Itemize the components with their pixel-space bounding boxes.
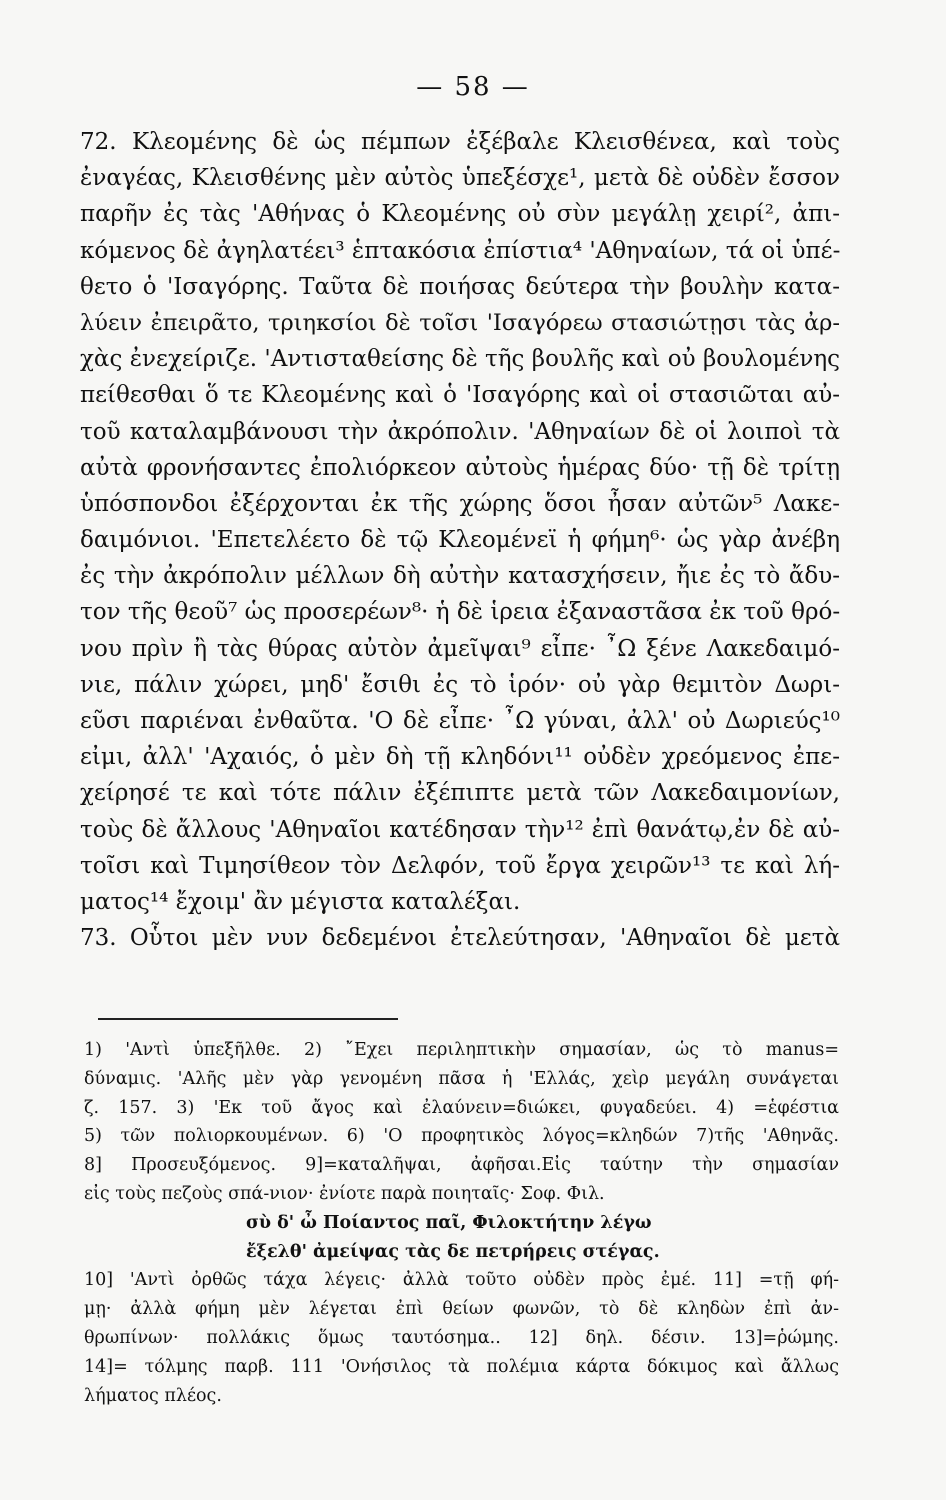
footnote-line: 8] Προσευξόμενος. 9]=καταλῆψαι, ἀφῆσαι.Εἰς ταύτην τὴν σημασίαν	[84, 1155, 839, 1176]
footnote-line: δύναμις. 'Αλῆς μὲν γὰρ γενομένη πᾶσα ἡ 'Ελλάς, χεὶρ μεγάλη συνάγεται	[84, 1068, 839, 1089]
text-line: τον τῆς θεοῦ⁷ ὡς προσερέων⁸· ἡ δὲ ἱρεια ἐξαναστᾶσα ἐκ τοῦ θρό-	[80, 599, 841, 626]
footnote-line: 1) 'Αντὶ ὑπεξῆλθε. 2) ῎Εχει περιληπτικὴν σημασίαν, ὡς τὸ manus=	[84, 1040, 839, 1060]
text-line: εῦσι παριέναι ἐνθαῦτα. 'Ο δὲ εἶπε· ῏Ω γύναι, ἀλλ' οὐ Δωριεύς¹⁰	[80, 708, 840, 734]
text-line: χὰς ἐνεχείριζε. 'Αντισταθείσης δὲ τῆς βουλῆς καὶ οὐ βουλομένης	[80, 346, 840, 373]
page-number: — 58 —	[416, 72, 530, 102]
text-line: 73. Οὗτοι μὲν νυν δεδεμένοι ἐτελεύτησαν, 'Αθηναῖοι δὲ μετὰ	[80, 925, 840, 952]
text-line: 72. Κλεομένης δὲ ὡς πέμπων ἐξέβαλε Κλεισθένεα, καὶ τοὺς	[80, 129, 840, 155]
text-line: δαιμόνιοι. 'Επετελέετο δὲ τῷ Κλεομένεϊ ἡ φήμη⁶· ὡς γὰρ ἀνέβη	[80, 527, 840, 554]
text-line: χείρησέ τε καὶ τότε πάλιν ἐξέπιπτε μετὰ τῶν Λακεδαιμονίων,	[80, 780, 840, 807]
text-line: νου πρὶν ἢ τὰς θύρας αὐτὸν ἀμεῖψαι⁹ εἶπε· ῏Ω ξένε Λακεδαιμό-	[80, 635, 840, 662]
verse-quote-line: ἔξελθ' ἀμείψας τὰς δε πετρήρεις στέγας.	[246, 1241, 660, 1262]
footnote-line: μῃ· ἀλλὰ φήμη μὲν λέγεται ἐπὶ θείων φωνῶν, τὸ δὲ κληδὼν ἐπὶ ἀν-	[84, 1299, 839, 1320]
text-line: νιε, πάλιν χώρει, μηδ' ἔσιθι ἐς τὸ ἱρόν· οὐ γὰρ θεμιτὸν Δωρι-	[80, 671, 840, 698]
text-line: παρῆν ἐς τὰς 'Αθήνας ὁ Κλεομένης οὐ σὺν μεγάλῃ χειρί², ἀπι-	[80, 201, 840, 228]
footnotes	[84, 1036, 839, 1410]
footnote-line: θρωπίνων· πολλάκις ὅμως ταυτόσημα.. 12] δηλ. δέσιν. 13]=ῥώμης.	[84, 1327, 839, 1348]
footnote-rule	[98, 1018, 398, 1020]
text-line: εἰμι, ἀλλ' 'Αχαιός, ὁ μὲν δὴ τῇ κληδόνι¹¹ οὐδὲν χρεόμενος ἐπε-	[80, 744, 840, 771]
text-line: αὐτὰ φρονήσαντες ἐπολιόρκεον αὐτοὺς ἡμέρας δύο· τῇ δὲ τρίτῃ	[80, 454, 840, 481]
footnote-line: εἰς τοὺς πεζοὺς σπά-νιον· ἐνίοτε παρὰ ποιηταῖς· Σοφ. Φιλ.	[84, 1183, 605, 1204]
text-line: τοῖσι καὶ Τιμησίθεον τὸν Δελφόν, τοῦ ἔργα χειρῶν¹³ τε καὶ λή-	[80, 852, 840, 879]
text-line: θετο ὁ 'Ισαγόρης. Ταῦτα δὲ ποιήσας δεύτερα τὴν βουλὴν κατα-	[80, 273, 840, 300]
footnote-line: λήματος πλέος.	[84, 1385, 222, 1406]
text-line: πείθεσθαι ὅ τε Κλεομένης καὶ ὁ 'Ισαγόρης καὶ οἱ στασιῶται αὐ-	[80, 382, 840, 409]
text-line: τοῦ καταλαμβάνουσι τὴν ἀκρόπολιν. 'Αθηναίων δὲ οἱ λοιποὶ τὰ	[80, 418, 840, 445]
footnote-line: 5) τῶν πολιορκουμένων. 6) 'Ο προφητικὸς λόγος=κληδών 7)τῆς 'Αθηνᾶς.	[84, 1126, 839, 1147]
text-line: κόμενος δὲ ἀγηλατέει³ ἑπτακόσια ἐπίστια⁴ 'Αθηναίων, τά οἱ ὑπέ-	[80, 237, 841, 264]
footnote-line: ζ. 157. 3) 'Εκ τοῦ ἄγος καὶ ἐλαύνειν=διώκει, φυγαδεύει. 4) =ἑφέστια	[84, 1097, 839, 1118]
text-line: ἐς τὴν ἀκρόπολιν μέλλων δὴ αὐτὴν κατασχήσειν, ἤιε ἐς τὸ ἄδυ-	[80, 563, 840, 590]
text-line: ματος¹⁴ ἔχοιμ' ἂν μέγιστα καταλέξαι.	[80, 888, 521, 915]
verse-quote-line: σὺ δ' ὦ Ποίαντος παῖ, Φιλοκτήτην λέγω	[246, 1212, 652, 1233]
footnote-line: 10] 'Αντὶ ὀρθῶς τάχα λέγεις· ἀλλὰ τοῦτο οὐδὲν πρὸς ἐμέ. 11] =τῇ φή-	[84, 1270, 839, 1291]
footnote-line: 14]= τόλμης παρβ. 111 'Ονήσιλος τὰ πολέμια κάρτα δόκιμος καὶ ἄλλως	[84, 1356, 839, 1377]
main-text	[80, 124, 840, 956]
text-line: ἐναγέας, Κλεισθένης μὲν αὐτὸς ὑπεξέσχε¹, μετὰ δὲ οὐδὲν ἔσσον	[80, 165, 840, 192]
text-line: τοὺς δὲ ἄλλους 'Αθηναῖοι κατέδησαν τὴν¹² ἐπὶ θανάτῳ,ἐν δὲ αὐ-	[80, 816, 840, 843]
text-line: ὑπόσπονδοι ἐξέρχονται ἐκ τῆς χώρης ὅσοι ἦσαν αὐτῶν⁵ Λακε-	[80, 490, 840, 517]
text-line: λύειν ἐπειρᾶτο, τριηκσίοι δὲ τοῖσι 'Ισαγόρεω στασιώτῃσι τὰς ἀρ-	[80, 309, 840, 336]
